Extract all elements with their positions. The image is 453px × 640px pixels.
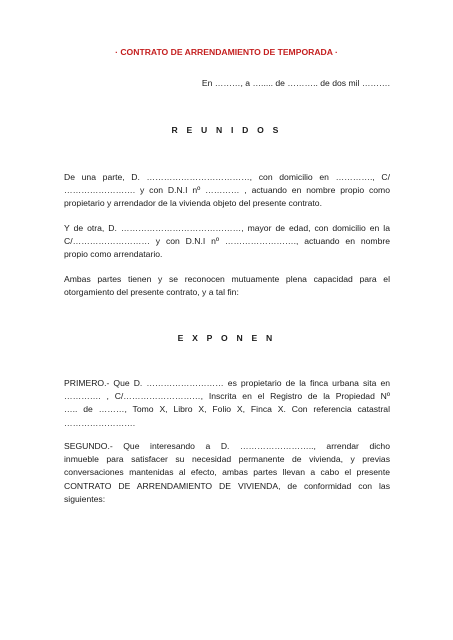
text-line: propio como arrendatario. [64, 249, 163, 260]
text-line: ……………………. [64, 417, 136, 428]
text-line: siguientes: [64, 493, 106, 504]
paragraph-segundo [64, 440, 390, 506]
text-line: inmueble para satisfacer su necesidad permanente de vivienda, y previas [64, 454, 390, 465]
text-line: Y de otra, D. ……………………………………, mayor de edad, con domicilio en la [64, 223, 390, 233]
text-line: CONTRATO DE ARRENDAMIENTO DE VIVIENDA, de conformidad con las [64, 480, 390, 491]
text-line: ……………………. y con D.N.I nº ………… , actuando en nombre propio como [64, 185, 390, 196]
heading-reunidos: R E U N I D O S [171, 125, 282, 135]
text-line: …………. , C/………………………, Inscrita en el Registro de la Propiedad Nº [64, 391, 390, 402]
paragraph-party-two [64, 222, 390, 262]
text-line: PRIMERO.- Que D. ……………………… es propietario de la finca urbana sita en [64, 378, 390, 388]
heading-exponen: E X P O N E N [177, 333, 276, 343]
contract-title: · CONTRATO DE ARRENDAMIENTO DE TEMPORADA · [115, 47, 338, 57]
text-line: otorgamiento del presente contrato, y a tal fin: [64, 287, 239, 298]
text-line: SEGUNDO.- Que interesando a D. …………………….., arrendar dicho [64, 441, 390, 451]
text-line: C/……………………… y con D.N.I nº ……………………., actuando en nombre [64, 236, 390, 247]
paragraph-party-one [64, 171, 390, 211]
paragraph-capacity [64, 273, 390, 299]
date-line: En ………, a …..... de ……….. de dos mil ………. [201, 78, 390, 88]
text-line: ….. de ………, Tomo X, Libro X, Folio X, Finca X. Con referencia catastral [64, 404, 390, 415]
text-line: De una parte, D. ………………………………, con domicilio en …………., C/ [64, 172, 390, 182]
text-line: propietario y arrendador de la vivienda objeto del presente contrato. [64, 198, 322, 209]
paragraph-primero [64, 377, 390, 430]
text-line: conversaciones mantenidas al efecto, ambas partes llevan a cabo el presente [64, 467, 390, 478]
text-line: Ambas partes tienen y se reconocen mutuamente plena capacidad para el [64, 274, 390, 284]
